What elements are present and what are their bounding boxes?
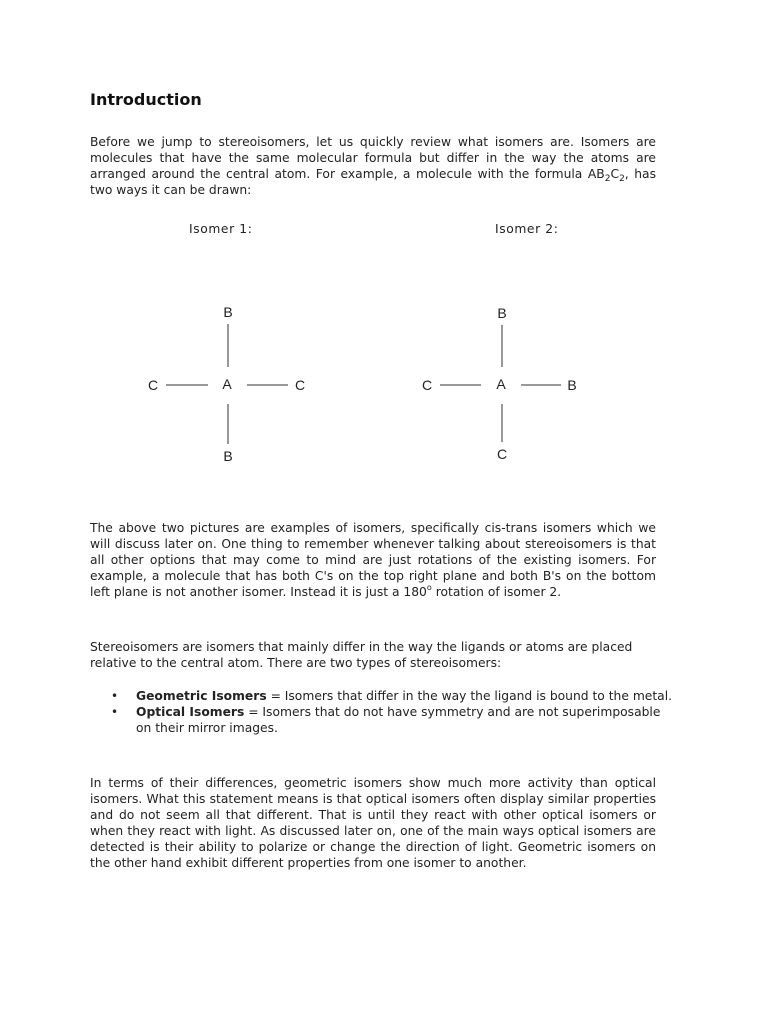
isomer-2-top-atom: B	[497, 305, 507, 321]
cis-trans-text-end: rotation of isomer 2.	[431, 585, 562, 600]
isomer-2-center-atom: A	[496, 376, 506, 392]
formula-ab: AB	[587, 167, 605, 182]
isomer-1-diagram	[148, 304, 305, 464]
intro-text-start: Before we jump to stereoisomers, let us quickly review what isomers are. Isomers are molecules that have the same molecular formula but differ in the way the atoms are arranged around the central atom. For example, a molecule with the formula	[90, 135, 656, 182]
cis-trans-text-start: The above two pictures are examples of isomers, specifically cis-trans isomers which we will discuss later on. One thing to remember whenever talking about stereoisomers is that all other options that may come to mind are just rotations of the existing isomers. For example, a molecule that has both C's on the top right plane and both B's on the bottom left plane is not another isomer. Instead it is just a 180	[90, 521, 656, 600]
formula-c: C	[610, 167, 620, 182]
definition-geometric-isomers: = Isomers that differ in the way the ligand is bound to the metal.	[266, 689, 673, 703]
definition-optical-isomers: = Isomers that do not have symmetry and are not superimposable on their mirror images.	[136, 705, 661, 736]
isomer-2-right-atom: B	[567, 377, 577, 393]
list-item	[108, 688, 674, 704]
formula-subscript-1: 2	[604, 174, 611, 185]
isomer-2-label: Isomer 2:	[495, 222, 559, 236]
degree-symbol: o	[426, 583, 432, 593]
isomer-1-bottom-atom: B	[223, 448, 233, 464]
isomer-1-right-atom: C	[294, 377, 306, 393]
differences-paragraph: In terms of their differences, geometric isomers show much more activity than optical isomers. What this statement means is that optical isomers often display similar properties and do not seem all that different. That is until they react with other optical isomers or when they react with light. As discussed later on, one of the main ways optical isomers are detected is their ability to polarize or change the direction of light. Geometric isomers on the other hand exhibit different properties from one isomer to another.	[90, 776, 656, 871]
term-optical-isomers: Optical Isomers	[136, 705, 245, 720]
isomer-1-left-atom: C	[147, 377, 159, 393]
isomer-1-top-atom: B	[223, 304, 233, 320]
isomer-2-bottom-atom: C	[496, 446, 508, 462]
cis-trans-paragraph	[90, 520, 656, 600]
term-geometric-isomers: Geometric Isomers	[136, 689, 267, 703]
stereoisomer-types-list	[108, 688, 674, 736]
bullet-icon: •	[111, 705, 119, 720]
intro-text-end: , has two ways it can be drawn:	[90, 167, 656, 198]
bullet-icon: •	[111, 689, 119, 703]
section-title: Introduction	[90, 90, 202, 109]
isomer-2-left-atom: C	[421, 377, 433, 393]
formula-subscript-2: 2	[619, 174, 625, 185]
stereoisomer-paragraph: Stereoisomers are isomers that mainly differ in the way the ligands or atoms are placed relative to the central atom. There are two types of stereoisomers:	[90, 640, 633, 671]
isomer-1-label: Isomer 1:	[189, 222, 253, 236]
isomer-1-center-atom: A	[222, 376, 232, 392]
list-item	[108, 704, 674, 736]
isomer-2-diagram	[422, 305, 577, 462]
